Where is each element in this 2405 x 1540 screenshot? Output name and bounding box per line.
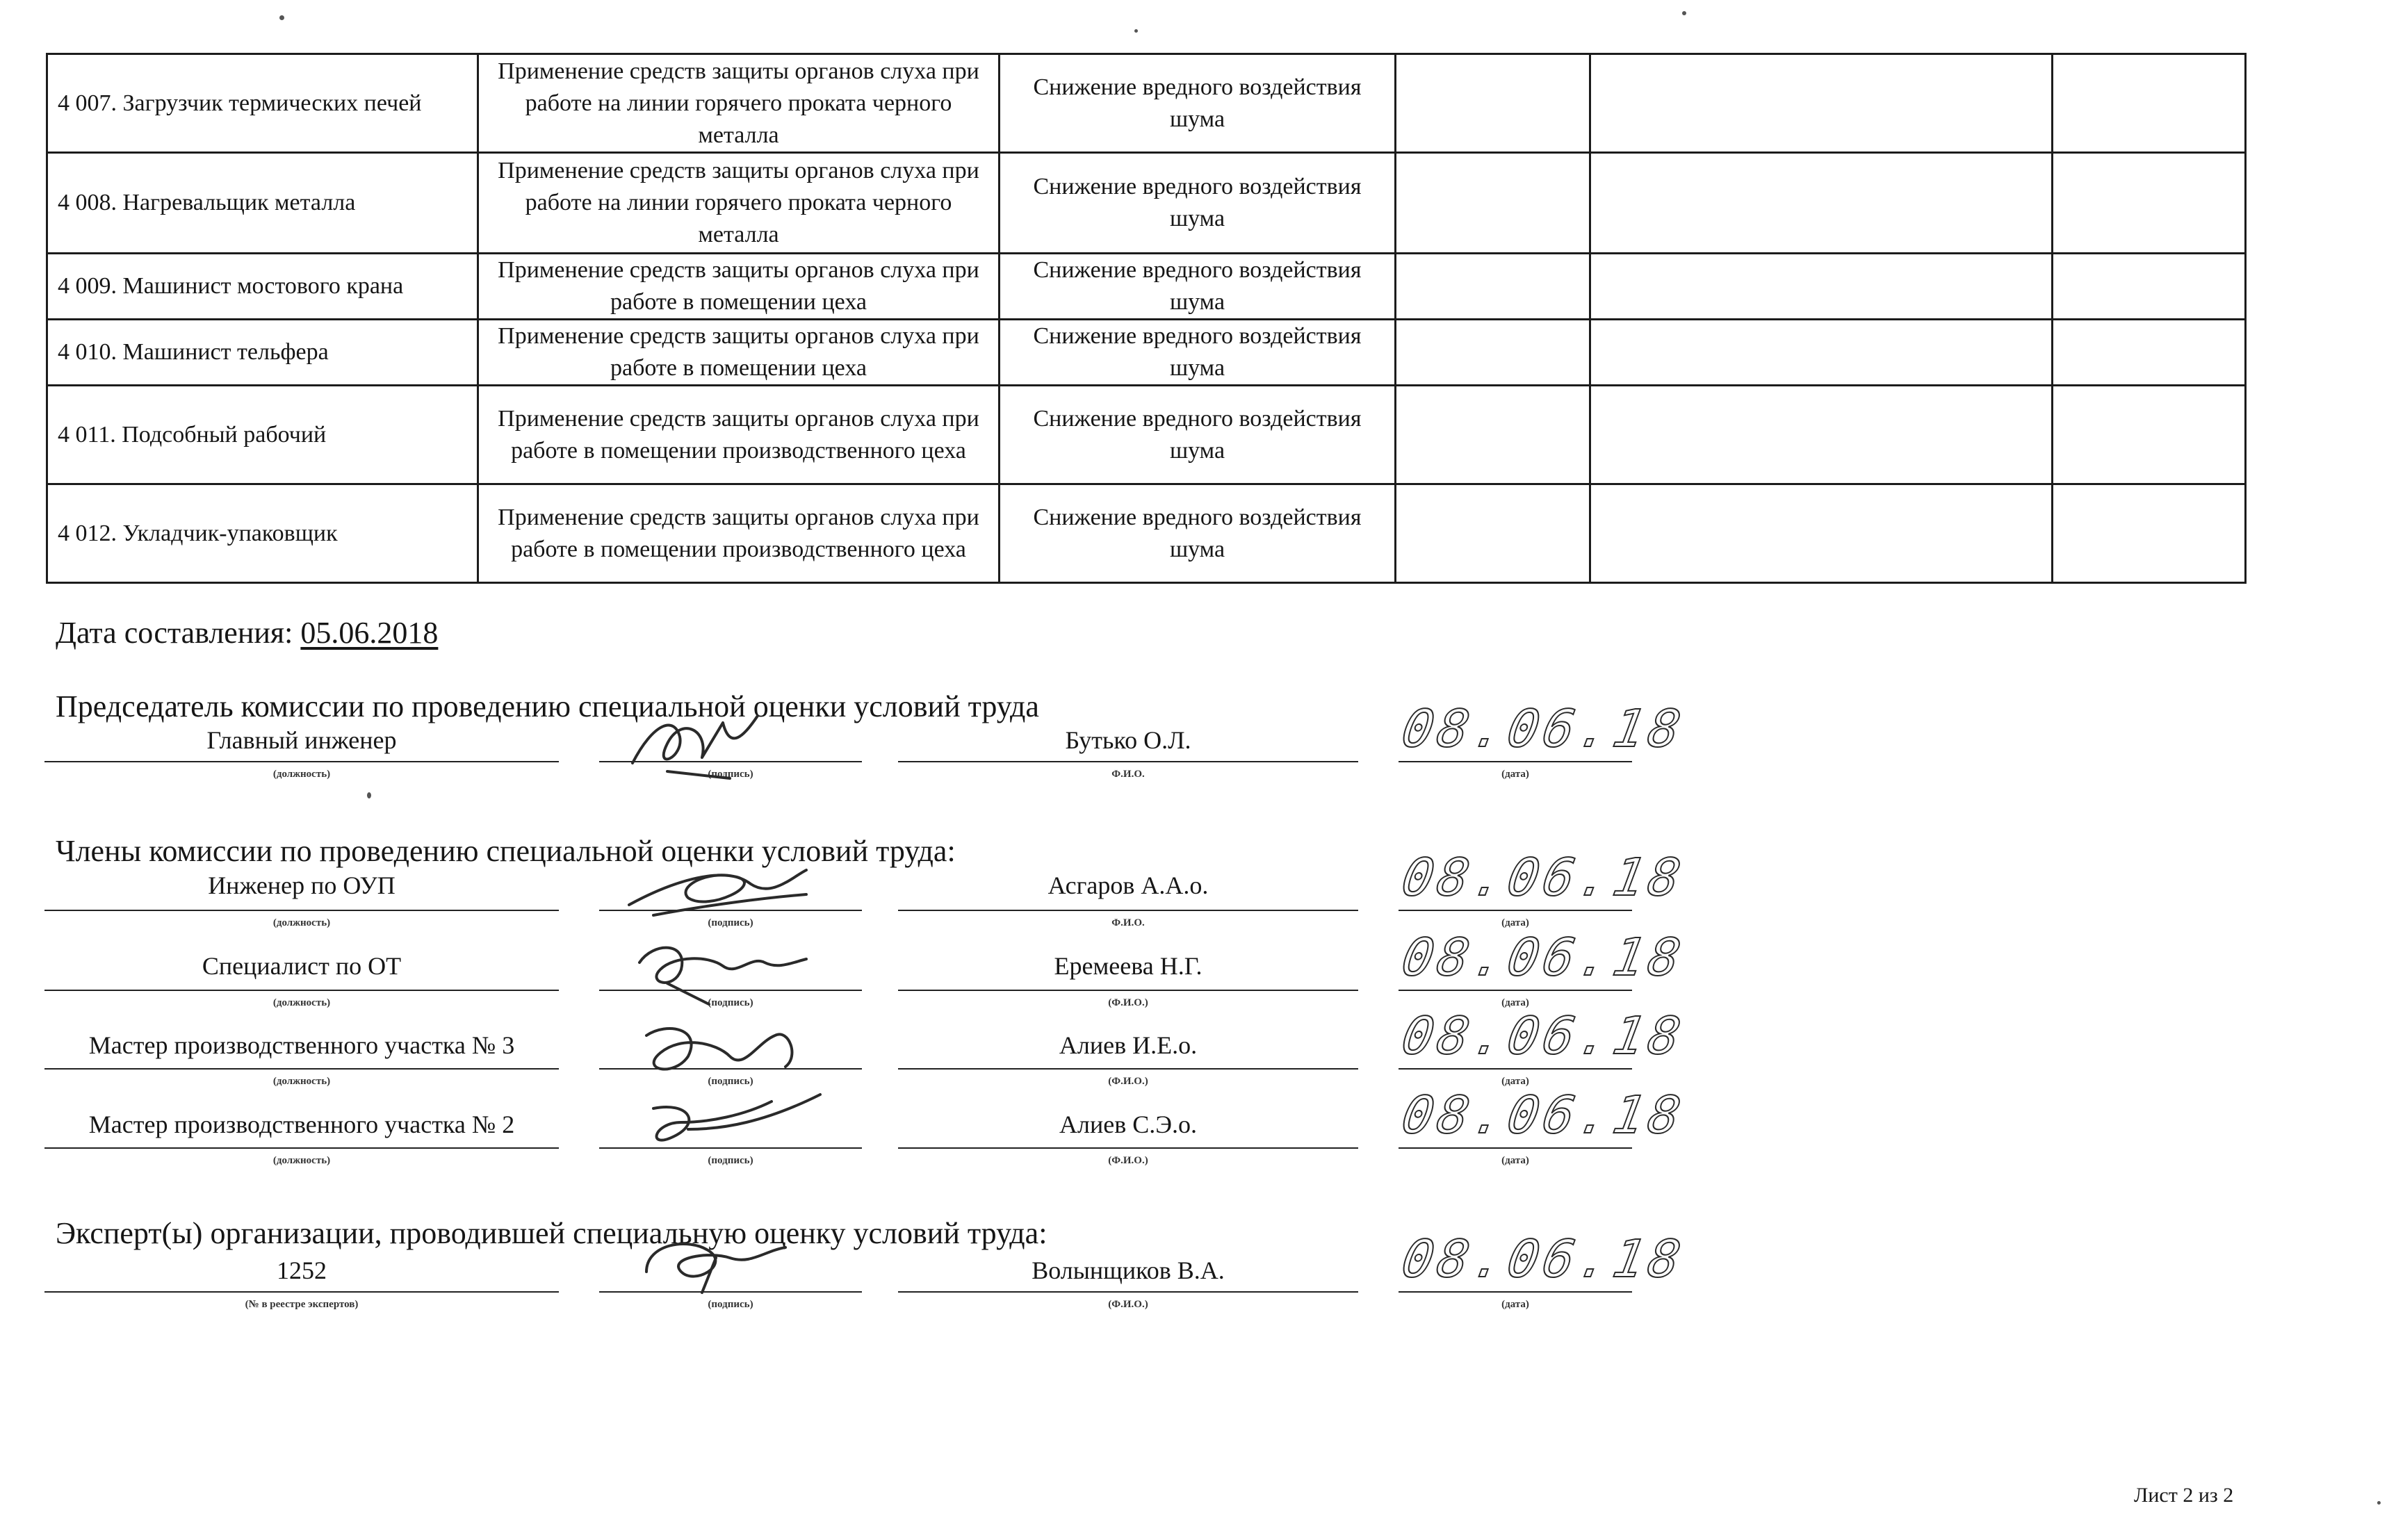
handwritten-date: 08.06.18 [1397,1006,1690,1066]
fio-caption: Ф.И.О. [1111,769,1145,780]
compilation-date-label: Дата составления: [56,616,293,650]
signature-underline [898,1291,1358,1293]
empty-cell [1396,153,1590,254]
empty-cell [1590,254,2053,320]
signature-caption: (подпись) [708,997,753,1008]
handwritten-date: 08.06.18 [1397,848,1690,908]
signature-underline [1399,761,1632,762]
empty-cell [2053,320,2246,386]
member-position: Мастер производственного участка № 3 [88,1031,515,1059]
goal-cell: Снижение вредного воздействия шума [1000,320,1396,386]
signature-underline [44,1147,559,1149]
measure-cell: Применение средств защиты органов слуха при работе в помещении цеха [478,320,1000,386]
signature-underline [1399,1068,1632,1070]
member-position: Специалист по ОТ [202,952,402,980]
signature-underline [898,910,1358,911]
signature-scribble [626,935,834,1018]
position-caption: (должность) [272,997,331,1008]
position-cell: 4 011. Подсобный рабочий [47,386,478,484]
signature-scribble [626,1015,834,1098]
signature-underline [44,990,559,991]
goal-cell: Снижение вредного воздействия шума [1000,386,1396,484]
member-position: Мастер производственного участка № 2 [88,1111,515,1138]
signature-caption: (подпись) [708,1155,753,1166]
signature-scribble [626,1230,834,1313]
position-cell: 4 009. Машинист мостового крана [47,254,478,320]
position-cell: 4 008. Нагревальщик металла [47,153,478,254]
member-name: Волынщиков В.А. [1032,1256,1225,1284]
compilation-date-value: 05.06.2018 [300,616,439,650]
signature-caption: (подпись) [708,769,753,780]
fio-caption: (Ф.И.О.) [1108,997,1148,1008]
date-caption: (дата) [1501,769,1529,780]
sheet-number: Лист 2 из 2 [2134,1484,2234,1507]
table-row [47,54,2246,153]
position-cell: 4 007. Загрузчик термических печей [47,54,478,153]
signature-caption: (подпись) [708,1299,753,1310]
signature-underline [1399,990,1632,991]
empty-cell [1396,386,1590,484]
empty-cell [1590,153,2053,254]
fio-caption: (Ф.И.О.) [1108,1299,1148,1310]
table-row [47,153,2246,254]
signature-underline [44,761,559,762]
handwritten-date: 08.06.18 [1397,928,1690,988]
goal-cell: Снижение вредного воздействия шума [1000,254,1396,320]
empty-cell [2053,386,2246,484]
signature-caption: (подпись) [708,917,753,928]
signature-scribble [626,856,834,940]
fio-caption: (Ф.И.О.) [1108,1076,1148,1087]
member-name: Алиев С.Э.о. [1059,1111,1197,1138]
empty-cell [1396,54,1590,153]
position-caption: (должность) [272,1076,331,1087]
fio-caption: (Ф.И.О.) [1108,1155,1148,1166]
scan-speck [1134,29,1138,33]
position-caption: (должность) [272,917,331,928]
signature-scribble [626,1088,834,1171]
measure-cell: Применение средств защиты органов слуха при работе в помещении цеха [478,254,1000,320]
measure-cell: Применение средств защиты органов слуха при работе на линии горячего проката черного металла [478,54,1000,153]
member-name: Бутько О.Л. [1065,726,1191,754]
signature-underline [1399,910,1632,911]
measures-table [46,53,2247,584]
member-name: Асгаров А.А.о. [1047,871,1209,899]
registry-number: 1252 [277,1256,327,1284]
scan-speck [279,15,284,20]
position-caption: (должность) [272,769,331,780]
signature-scribble [626,709,834,792]
position-cell: 4 010. Машинист тельфера [47,320,478,386]
table-row [47,386,2246,484]
signature-underline [898,1068,1358,1070]
signature-underline [44,1291,559,1293]
goal-cell: Снижение вредного воздействия шума [1000,54,1396,153]
table-row [47,484,2246,583]
registry-caption: (№ в реестре экспертов) [245,1299,359,1310]
goal-cell: Снижение вредного воздействия шума [1000,153,1396,254]
empty-cell [1396,484,1590,583]
goal-cell: Снижение вредного воздействия шума [1000,484,1396,583]
member-name: Алиев И.Е.о. [1059,1031,1198,1059]
empty-cell [2053,54,2246,153]
signature-underline [1399,1147,1632,1149]
scan-speck [1682,11,1686,15]
position-cell: 4 012. Укладчик-упаковщик [47,484,478,583]
signature-underline [1399,1291,1632,1293]
member-position: Главный инженер [206,726,397,754]
handwritten-date: 08.06.18 [1397,1086,1690,1145]
empty-cell [1590,320,2053,386]
measure-cell: Применение средств защиты органов слуха при работе на линии горячего проката черного металла [478,153,1000,254]
table-row [47,254,2246,320]
table-row [47,320,2246,386]
expert-heading: Эксперт(ы) организации, проводившей специальную оценку условий труда: [56,1216,1047,1250]
measure-cell: Применение средств защиты органов слуха при работе в помещении производственного цеха [478,484,1000,583]
signature-underline [898,990,1358,991]
handwritten-date: 08.06.18 [1397,699,1690,759]
member-name: Еремеева Н.Г. [1054,952,1202,980]
date-caption: (дата) [1501,1076,1529,1087]
chairman-heading: Председатель комиссии по проведению специальной оценки условий труда [56,689,1039,723]
empty-cell [1590,484,2053,583]
signature-underline [898,1147,1358,1149]
empty-cell [1396,320,1590,386]
signature-underline [44,1068,559,1070]
empty-cell [2053,484,2246,583]
handwritten-date: 08.06.18 [1397,1229,1690,1289]
date-caption: (дата) [1501,917,1529,928]
position-caption: (должность) [272,1155,331,1166]
empty-cell [2053,254,2246,320]
date-caption: (дата) [1501,997,1529,1008]
scan-speck [2377,1501,2381,1505]
member-position: Инженер по ОУП [208,871,396,899]
signature-underline [44,910,559,911]
measure-cell: Применение средств защиты органов слуха при работе в помещении производственного цеха [478,386,1000,484]
fio-caption: Ф.И.О. [1111,917,1145,928]
scan-speck [367,792,371,798]
members-heading: Члены комиссии по проведению специальной оценки условий труда: [56,834,956,868]
signature-underline [898,761,1358,762]
date-caption: (дата) [1501,1155,1529,1166]
empty-cell [2053,153,2246,254]
date-caption: (дата) [1501,1299,1529,1310]
empty-cell [1396,254,1590,320]
empty-cell [1590,54,2053,153]
empty-cell [1590,386,2053,484]
signature-caption: (подпись) [708,1076,753,1087]
compilation-date-line [56,614,438,652]
